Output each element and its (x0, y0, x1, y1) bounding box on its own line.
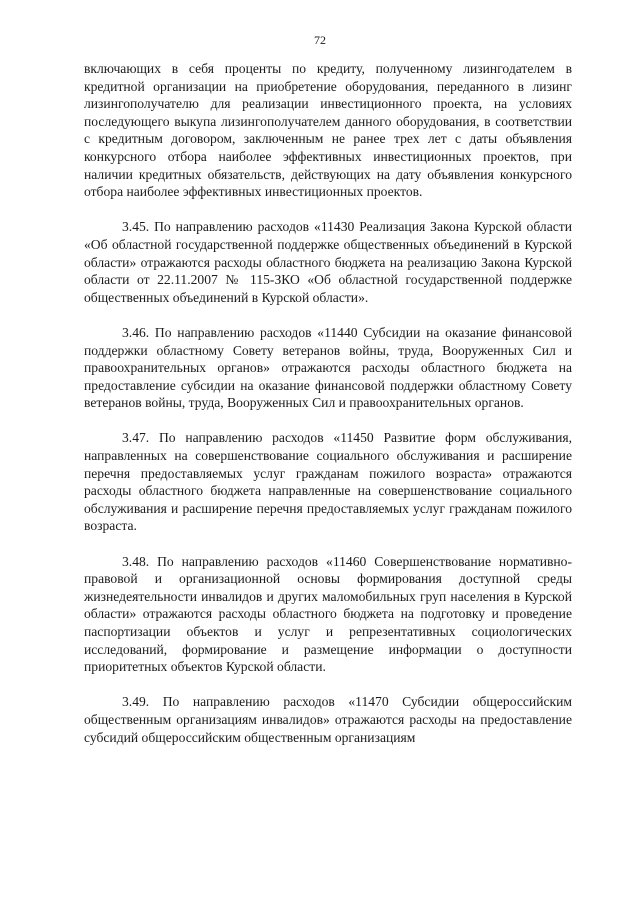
paragraph-3-47: 3.47. По направлению расходов «11450 Развитие форм обслуживания, направленных на совершенствование социального обслуживания и расширение перечня предоставляемых услуг гражданам пожилого возраста» отражаются расходы областного бюджета направленные на совершенствование социального обслуживания и расширение перечня предоставляемых услуг гражданам пожилого возраста. (84, 430, 572, 534)
document-body (84, 60, 572, 764)
paragraph-3-46: 3.46. По направлению расходов «11440 Субсидии на оказание финансовой поддержки областному Совету ветеранов войны, труда, Вооруженных Сил и правоохранительных органов» отражаются расходы областного бюджета на предоставление субсидии на оказание финансовой поддержки областному Совету ветеранов войны, труда, Вооруженных Сил и правоохранительных органов. (84, 324, 572, 411)
paragraph-continuation: включающих в себя проценты по кредиту, полученному лизингодателем в кредитной организации на приобретение оборудования, переданного в лизинг лизингополучателю для реализации инвестиционного проекта, на условиях последующего выкупа лизингополучателем данного оборудования, в соответствии с кредитным договором, заключенным не ранее трех лет с даты объявления конкурсного отбора наиболее эффективных инвестиционных проектов, при наличии кредитных обязательств, действующих на дату объявления конкурсного отбора наиболее эффективных инвестиционных проектов. (84, 61, 572, 200)
paragraph-3-45: 3.45. По направлению расходов «11430 Реализация Закона Курской области «Об областной государственной поддержке общественных объединений в Курской области» отражаются расходы областного бюджета на реализацию Закона Курской области от 22.11.2007 № 115-ЗКО «Об областной государственной поддержке общественных объединений в Курской области». (84, 219, 572, 305)
page-number: 72 (314, 33, 326, 47)
paragraph-3-49: 3.49. По направлению расходов «11470 Субсидии общероссийским общественным организациям инвалидов» отражаются расходы на предоставление субсидий общероссийским общественным организациям (84, 694, 572, 745)
paragraph-3-48: 3.48. По направлению расходов «11460 Совершенствование нормативно-правовой и организационной основы формирования доступной среды жизнедеятельности инвалидов и других маломобильных груп населения в Курской области» отражаются расходы областного бюджета на подготовку и проведение паспортизации объектов и услуг и репрезентативных социологических исследований, формирование и размещение информации о доступности приоритетных объектов Курской области. (84, 553, 572, 675)
